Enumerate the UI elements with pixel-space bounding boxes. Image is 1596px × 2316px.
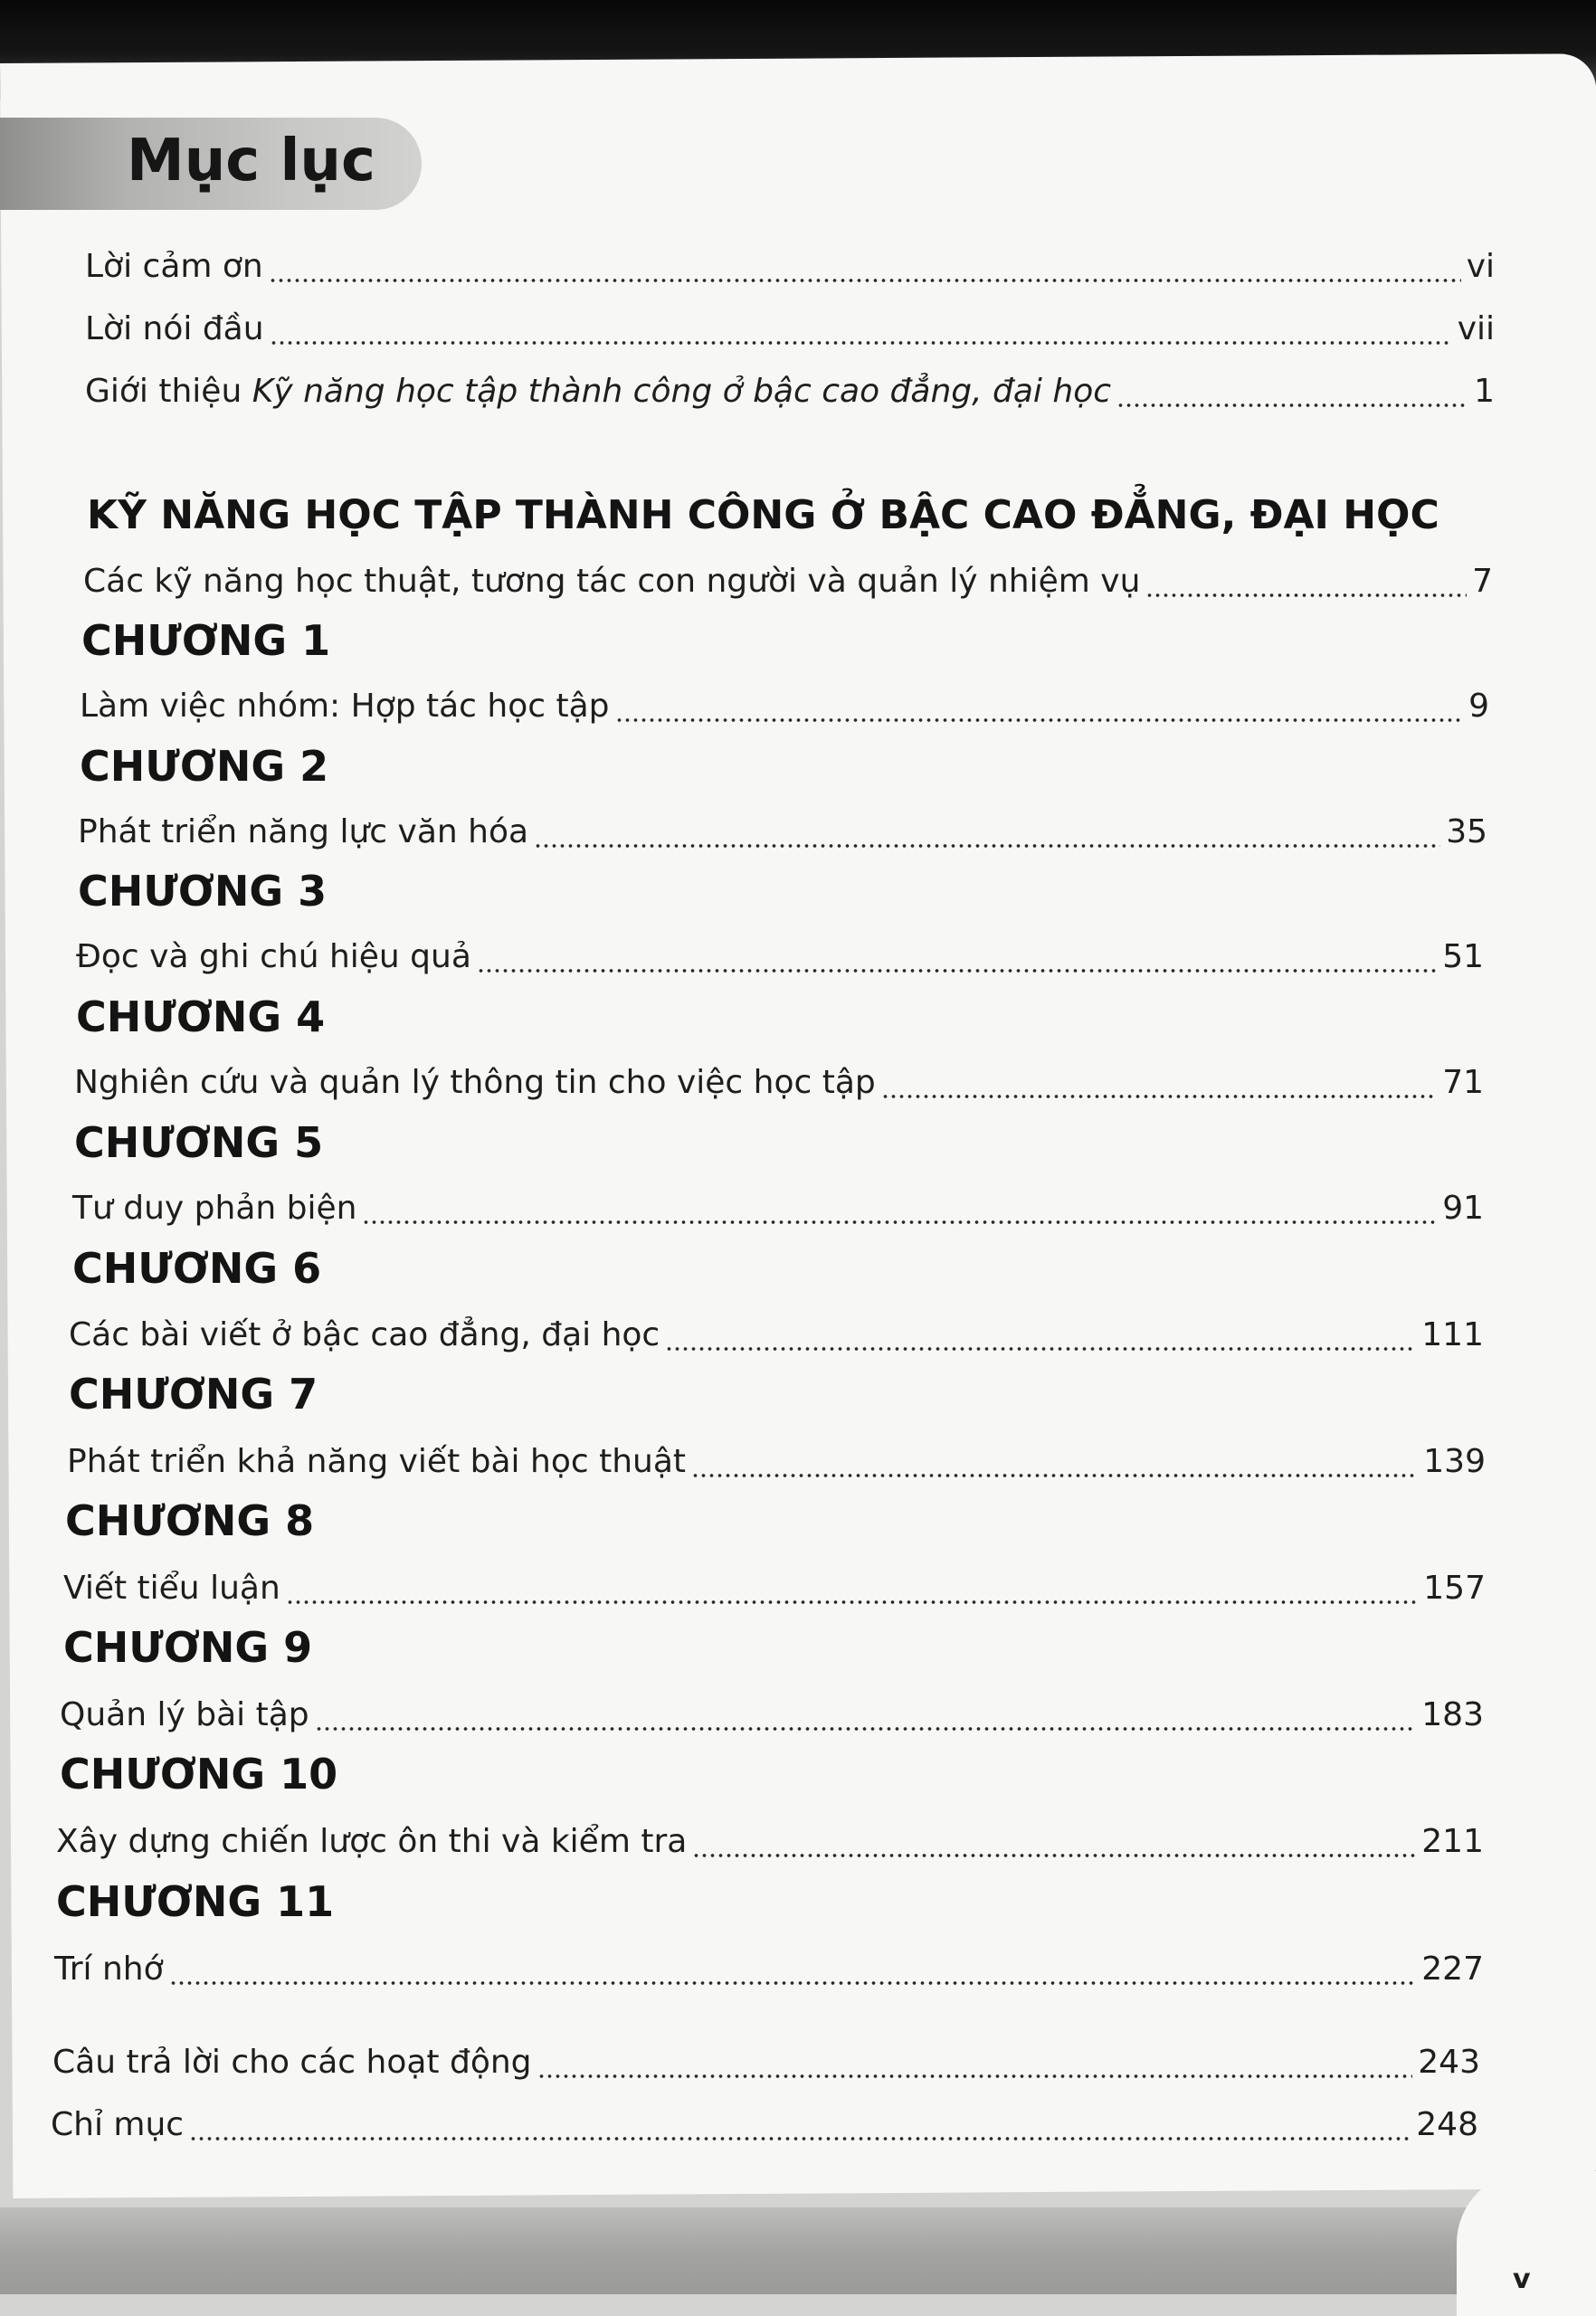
entry-page: 7 bbox=[1472, 563, 1493, 600]
entry-page: 227 bbox=[1421, 1951, 1484, 1988]
entry-title: Nghiên cứu và quản lý thông tin cho việc học tập bbox=[74, 1064, 876, 1101]
chapter-heading: CHƯƠNG 1 bbox=[81, 616, 331, 665]
toc-entry-chapter[interactable] bbox=[63, 1570, 1486, 1617]
entry-title: Làm việc nhóm: Hợp tác học tập bbox=[80, 688, 610, 725]
toc-entry-acknowledgements[interactable] bbox=[85, 248, 1495, 295]
toc-entry-chapter[interactable] bbox=[76, 938, 1484, 985]
dot-leader bbox=[270, 340, 1452, 346]
toc-entry-chapter[interactable] bbox=[80, 688, 1489, 735]
entry-page: 243 bbox=[1418, 2044, 1480, 2081]
page-title: Mục lục bbox=[127, 128, 375, 195]
chapter-heading: CHƯƠNG 11 bbox=[56, 1877, 335, 1926]
entry-title: Viết tiểu luận bbox=[63, 1570, 280, 1607]
chapter-heading: CHƯƠNG 4 bbox=[76, 992, 326, 1041]
dot-leader bbox=[189, 2136, 1411, 2141]
toc-entry-chapter[interactable] bbox=[69, 1316, 1484, 1363]
entry-title: Phát triển khả năng viết bài học thuật bbox=[67, 1443, 686, 1480]
entry-title: Chỉ mục bbox=[51, 2106, 185, 2143]
dot-leader bbox=[477, 968, 1437, 973]
entry-page: 211 bbox=[1421, 1823, 1484, 1860]
dot-leader bbox=[169, 1980, 1417, 1986]
dot-leader bbox=[1145, 593, 1467, 598]
dot-leader bbox=[615, 717, 1464, 723]
entry-page: 111 bbox=[1421, 1316, 1484, 1353]
entry-title-prefix: Giới thiệu bbox=[85, 373, 252, 410]
entry-title: Tư duy phản biện bbox=[72, 1190, 357, 1227]
toc-entry-introduction[interactable] bbox=[85, 373, 1495, 420]
toc-entry-chapter[interactable] bbox=[67, 1443, 1486, 1490]
entry-title: Xây dựng chiến lược ôn thi và kiểm tra bbox=[56, 1823, 688, 1860]
toc-entry-chapter[interactable] bbox=[72, 1190, 1484, 1237]
chapter-heading: CHƯƠNG 8 bbox=[65, 1496, 315, 1545]
entry-title: Câu trả lời cho các hoạt động bbox=[52, 2044, 532, 2081]
toc-entry-chapter[interactable] bbox=[54, 1951, 1484, 1998]
dot-leader bbox=[534, 843, 1440, 849]
toc-entry-index[interactable] bbox=[51, 2106, 1478, 2153]
entry-title bbox=[85, 373, 1111, 410]
dot-leader bbox=[1116, 403, 1468, 408]
bottom-scan-edge bbox=[0, 2207, 1596, 2294]
dot-leader bbox=[269, 278, 1461, 283]
dot-leader bbox=[691, 1473, 1418, 1478]
entry-title: Lời cảm ơn bbox=[85, 248, 263, 285]
entry-page: 9 bbox=[1468, 688, 1489, 725]
dot-leader bbox=[881, 1094, 1437, 1099]
toc-entry-chapter[interactable] bbox=[78, 813, 1487, 860]
section-title: KỸ NĂNG HỌC TẬP THÀNH CÔNG Ở BẬC CAO ĐẲNG, ĐẠI HỌC bbox=[87, 492, 1439, 538]
toc-entry-chapter[interactable] bbox=[56, 1823, 1484, 1870]
dot-leader bbox=[692, 1853, 1416, 1858]
entry-page: vi bbox=[1466, 248, 1495, 285]
dot-leader bbox=[315, 1726, 1417, 1732]
entry-page: 157 bbox=[1423, 1570, 1486, 1607]
chapter-heading: CHƯƠNG 10 bbox=[60, 1750, 338, 1799]
entry-page: 1 bbox=[1474, 373, 1495, 410]
entry-page: 248 bbox=[1416, 2106, 1478, 2143]
chapter-heading: CHƯƠNG 3 bbox=[78, 867, 328, 916]
entry-page: 139 bbox=[1423, 1443, 1486, 1480]
entry-page: 51 bbox=[1442, 938, 1484, 975]
dot-leader bbox=[286, 1599, 1419, 1605]
toc-entry-answers[interactable] bbox=[52, 2044, 1480, 2091]
entry-title-italic: Kỹ năng học tập thành công ở bậc cao đẳng, đại học bbox=[252, 373, 1112, 410]
toc-entry-chapter[interactable] bbox=[74, 1064, 1484, 1111]
entry-title: Các kỹ năng học thuật, tương tác con người và quản lý nhiệm vụ bbox=[83, 563, 1141, 600]
page-number: v bbox=[1513, 2264, 1531, 2295]
dot-leader bbox=[665, 1346, 1416, 1352]
entry-title: Quản lý bài tập bbox=[60, 1696, 309, 1733]
entry-page: 35 bbox=[1446, 813, 1487, 850]
chapter-heading: CHƯƠNG 2 bbox=[80, 742, 329, 791]
chapter-heading: CHƯƠNG 7 bbox=[69, 1370, 318, 1419]
toc-entry-section-skills[interactable] bbox=[83, 563, 1493, 610]
dot-leader bbox=[362, 1220, 1437, 1225]
entry-title: Các bài viết ở bậc cao đẳng, đại học bbox=[69, 1316, 660, 1353]
entry-title: Phát triển năng lực văn hóa bbox=[78, 813, 529, 850]
chapter-heading: CHƯƠNG 5 bbox=[74, 1118, 324, 1167]
chapter-heading: CHƯƠNG 6 bbox=[72, 1244, 322, 1293]
entry-page: 183 bbox=[1421, 1696, 1484, 1733]
entry-page: 91 bbox=[1442, 1190, 1484, 1227]
entry-title: Trí nhớ bbox=[54, 1951, 164, 1988]
entry-page: 71 bbox=[1442, 1064, 1484, 1101]
chapter-heading: CHƯƠNG 9 bbox=[63, 1623, 313, 1672]
dot-leader bbox=[537, 2074, 1413, 2079]
entry-page: vii bbox=[1457, 310, 1495, 347]
toc-entry-preface[interactable] bbox=[85, 310, 1495, 357]
toc-entry-chapter[interactable] bbox=[60, 1696, 1484, 1743]
entry-title: Đọc và ghi chú hiệu quả bbox=[76, 938, 471, 975]
entry-title: Lời nói đầu bbox=[85, 310, 264, 347]
